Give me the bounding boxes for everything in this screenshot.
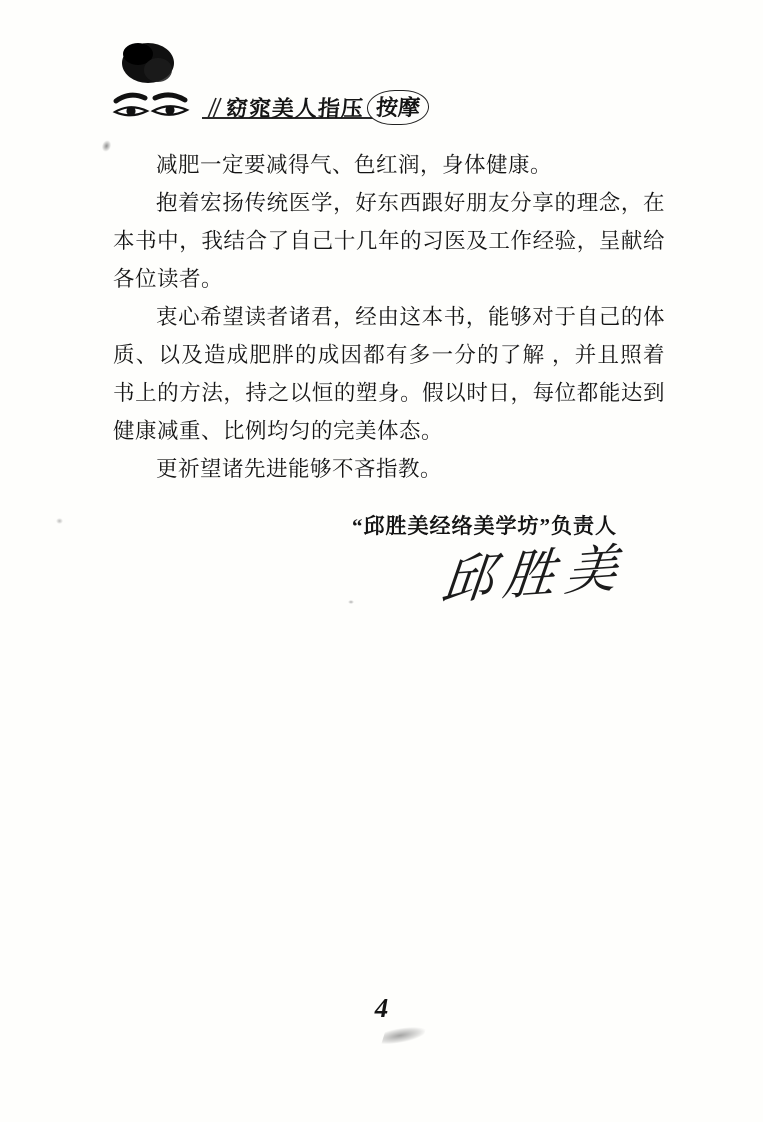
book-title-circled-text: 按摩 — [366, 90, 430, 125]
handwritten-signature: 邱胜美 — [438, 540, 631, 611]
scan-speck — [348, 600, 354, 604]
paragraph-1: 减肥一定要减得气、色红润，身体健康。 — [156, 153, 553, 177]
ink-smudge — [381, 1025, 427, 1046]
scan-speck — [56, 518, 63, 524]
page-number: 4 — [374, 993, 389, 1023]
ink-face-illustration — [100, 40, 200, 135]
book-title-text: 窈窕美人指压 — [225, 96, 365, 121]
paragraph-2: 抱着宏扬传统医学，好东西跟好朋友分享的理念，在本书中，我结合了自己十几年的习医及工作经验，呈献给各位读者。 — [113, 191, 665, 291]
slash-marks-icon — [202, 96, 224, 120]
scan-speck — [100, 139, 113, 153]
ink-face-icon — [100, 40, 200, 135]
paragraph-3: 衷心希望读者诸君，经由这本书，能够对于自己的体质、以及造成肥胖的成因都有多一分的了解 ，并且照着书上的方法，持之以恒的塑身。假以时日，每位都能达到健康减重、比例均匀的完美体态。 — [113, 305, 665, 443]
paragraph-4: 更祈望诸先进能够不吝指教。 — [156, 457, 443, 481]
author-attribution: “邱胜美经络美学坊”负责人 — [352, 514, 617, 538]
preface-body — [113, 146, 665, 540]
chapter-header — [202, 90, 429, 125]
